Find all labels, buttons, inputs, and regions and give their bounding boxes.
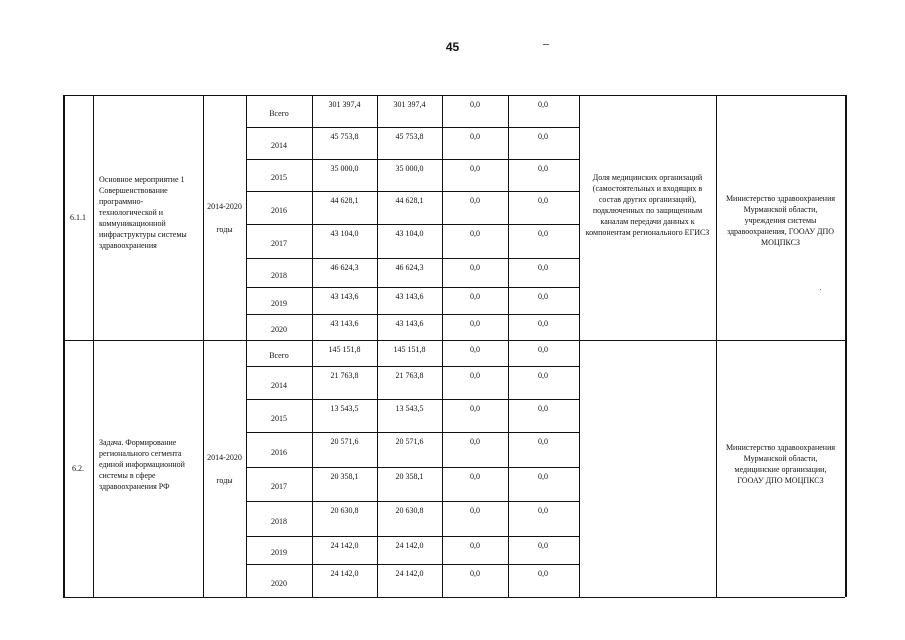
amount-regional: 46 624,3	[395, 263, 424, 272]
amount-federal: 0,0	[470, 319, 480, 328]
year-row-line	[246, 432, 579, 433]
amount-federal: 0,0	[470, 263, 480, 272]
amount-regional: 43 143,6	[395, 319, 424, 328]
amount-regional: 43 143,6	[395, 292, 424, 301]
year-row-line	[246, 564, 579, 565]
amount-federal: 0,0	[470, 292, 480, 301]
scan-speck	[543, 44, 549, 45]
amount-total: 35 000,0	[330, 164, 359, 173]
task-number: 6.2.	[72, 463, 84, 473]
amount-regional: 24 142,0	[395, 541, 424, 550]
year-row-line	[246, 501, 579, 502]
page-number: 45	[445, 40, 460, 54]
scan-speck	[820, 289, 821, 290]
amount-other: 0,0	[538, 371, 548, 380]
year-row-line	[246, 127, 579, 128]
amount-total: 20 358,1	[330, 472, 359, 481]
amount-federal: 0,0	[470, 506, 480, 515]
year-label: 2019	[271, 298, 287, 308]
year-row-line	[246, 287, 579, 288]
year-label: 2016	[271, 447, 287, 457]
year-row-line	[246, 366, 579, 367]
table-column-line	[508, 95, 509, 597]
amount-other: 0,0	[538, 100, 548, 109]
amount-other: 0,0	[538, 164, 548, 173]
amount-regional: 35 000,0	[395, 164, 424, 173]
amount-total: 301 397,4	[328, 100, 361, 109]
amount-total: 21 763,8	[330, 371, 359, 380]
amount-regional: 301 397,4	[393, 100, 426, 109]
amount-other: 0,0	[538, 263, 548, 272]
year-row-line	[246, 258, 579, 259]
year-label: 2018	[271, 516, 287, 526]
block-bottom-line	[63, 597, 845, 598]
amount-federal: 0,0	[470, 100, 480, 109]
year-label: Всего	[269, 109, 289, 118]
year-label: Всего	[269, 351, 289, 360]
year-label: 2015	[271, 413, 287, 423]
table-column-line	[93, 95, 94, 597]
year-row-line	[246, 224, 579, 225]
amount-total: 24 142,0	[330, 541, 359, 550]
amount-total: 45 753,8	[330, 132, 359, 141]
year-row-line	[246, 159, 579, 160]
table-column-line	[579, 95, 580, 597]
amount-federal: 0,0	[470, 345, 480, 354]
amount-total: 145 151,8	[328, 345, 361, 354]
year-label: 2017	[271, 239, 287, 248]
amount-other: 0,0	[538, 319, 548, 328]
amount-regional: 21 763,8	[395, 371, 424, 380]
year-label: 2016	[271, 205, 287, 215]
amount-total: 43 143,6	[330, 319, 359, 328]
year-row-line	[246, 467, 579, 468]
amount-total: 44 628,1	[330, 196, 359, 205]
amount-other: 0,0	[538, 437, 548, 446]
task-name: Задача. Формирование регионального сегмента единой информационной системы в сфере здравоохранения РФ	[99, 438, 185, 491]
year-label: 2018	[271, 270, 287, 280]
amount-regional: 44 628,1	[395, 196, 424, 205]
amount-regional: 13 543,5	[395, 404, 424, 413]
amount-total: 20 571,6	[330, 437, 359, 446]
year-label: 2014	[271, 141, 287, 150]
amount-federal: 0,0	[470, 437, 480, 446]
amount-regional: 20 630,8	[395, 506, 424, 515]
amount-other: 0,0	[538, 292, 548, 301]
table-column-line	[716, 95, 717, 597]
amount-federal: 0,0	[470, 196, 480, 205]
year-row-line	[246, 399, 579, 400]
amount-total: 20 630,8	[330, 506, 359, 515]
amount-other: 0,0	[538, 569, 548, 578]
amount-total: 13 543,5	[330, 404, 359, 413]
year-row-line	[246, 536, 579, 537]
table-column-line	[203, 95, 204, 597]
year-row-line	[246, 191, 579, 192]
year-label: 2015	[271, 173, 287, 182]
amount-federal: 0,0	[470, 569, 480, 578]
amount-total: 24 142,0	[330, 569, 359, 578]
amount-other: 0,0	[538, 541, 548, 550]
task-number: 6.1.1	[70, 212, 86, 222]
period-unit: годы	[216, 224, 233, 234]
amount-regional: 145 151,8	[393, 345, 426, 354]
task-name: Основное мероприятие 1 Совершенствование программно-технологической и коммуникационной инфраструктуры системы здравоохранения	[99, 175, 187, 250]
period-years: 2014-2020	[207, 452, 242, 462]
amount-other: 0,0	[538, 404, 548, 413]
year-label: 2014	[271, 380, 287, 390]
block-bottom-line	[63, 340, 845, 341]
amount-regional: 20 571,6	[395, 437, 424, 446]
amount-total: 43 143,6	[330, 292, 359, 301]
table-column-line	[63, 95, 65, 597]
amount-federal: 0,0	[470, 164, 480, 173]
year-label: 2020	[271, 578, 287, 588]
year-label: 2020	[271, 325, 287, 334]
amount-regional: 45 753,8	[395, 132, 424, 141]
amount-other: 0,0	[538, 229, 548, 238]
amount-federal: 0,0	[470, 229, 480, 238]
amount-federal: 0,0	[470, 404, 480, 413]
amount-other: 0,0	[538, 132, 548, 141]
year-label: 2017	[271, 482, 287, 491]
amount-federal: 0,0	[470, 541, 480, 550]
amount-other: 0,0	[538, 345, 548, 354]
amount-other: 0,0	[538, 196, 548, 205]
amount-federal: 0,0	[470, 472, 480, 481]
executor-text: Министерство здравоохранения Мурманской области, медицинские организации, ГООАУ ДПО МОЦПКСЗ	[725, 443, 836, 485]
table-top-line	[63, 95, 845, 96]
amount-federal: 0,0	[470, 371, 480, 380]
amount-federal: 0,0	[470, 132, 480, 141]
amount-other: 0,0	[538, 472, 548, 481]
period-unit: годы	[216, 475, 233, 485]
period-years: 2014-2020	[207, 201, 242, 211]
amount-regional: 43 104,0	[395, 229, 424, 238]
year-label: 2019	[271, 548, 287, 557]
amount-regional: 20 358,1	[395, 472, 424, 481]
executor-text: Министерство здравоохранения Мурманской области, учреждения системы здравоохранения, ГООАУ ДПО МОЦПКСЗ	[725, 194, 836, 247]
table-column-line	[845, 95, 847, 597]
amount-other: 0,0	[538, 506, 548, 515]
amount-total: 46 624,3	[330, 263, 359, 272]
indicator-text: Доля медицинских организаций (самостоятельных и входящих в состав других организаций), подключенных по защищенным каналам передачи данных к компонентам регионального ЕГИСЗ	[585, 173, 710, 237]
amount-regional: 24 142,0	[395, 569, 424, 578]
amount-total: 43 104,0	[330, 229, 359, 238]
year-row-line	[246, 314, 579, 315]
